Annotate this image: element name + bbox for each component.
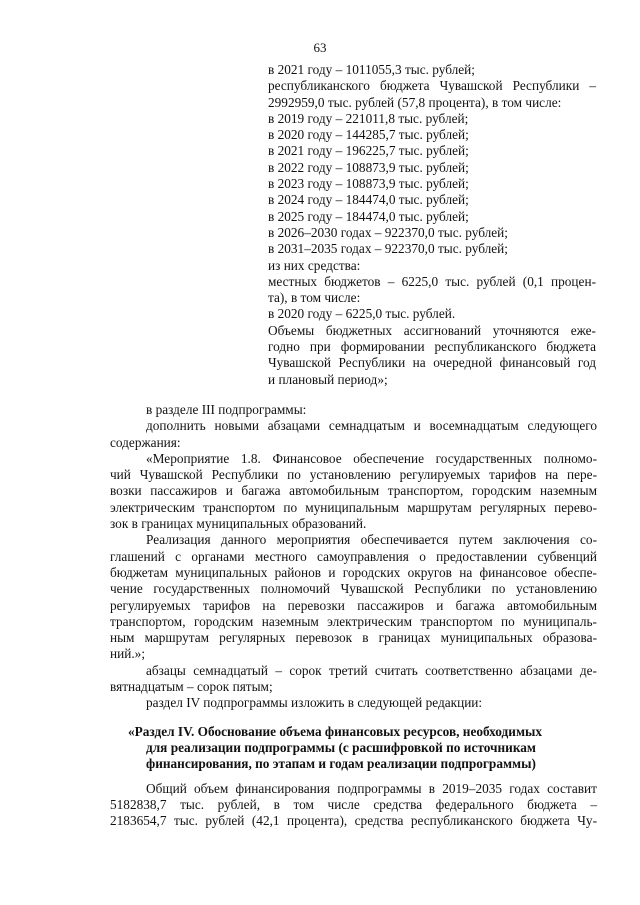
budget-line: в 2020 году – 144285,7 тыс. рублей; — [268, 127, 469, 143]
implementation-line: Реализация данного мероприятия обеспечивается путем заключения со- — [146, 532, 597, 548]
budget-line: в 2024 году – 184474,0 тыс. рублей; — [268, 192, 469, 208]
budget-line: годно при формировании республиканского бюджета — [268, 339, 596, 355]
measure-line: зок в границах муниципальных образований. — [110, 516, 367, 532]
measure-line: электрическим транспортом по муниципальным маршрутам регулярных перево- — [110, 499, 597, 515]
budget-line: в 2019 году – 221011,8 тыс. рублей; — [268, 110, 469, 126]
implementation-line: бюджетам муниципальных районов и городских округов на финансовое обеспе- — [110, 564, 597, 580]
budget-line: местных бюджетов – 6225,0 тыс. рублей (0,1 процен- — [268, 273, 596, 289]
implementation-line: ний.»; — [110, 646, 146, 662]
budget-line: Объемы бюджетных ассигнований уточняются еже- — [268, 322, 596, 338]
budget-line: в 2022 году – 108873,9 тыс. рублей; — [268, 159, 469, 175]
budget-line: в 2025 году – 184474,0 тыс. рублей; — [268, 208, 469, 224]
budget-line: 2992959,0 тыс. рублей (57,8 процента), в том числе: — [268, 94, 562, 110]
budget-line: Чувашской Республики на очередной финансовый год — [268, 355, 596, 371]
implementation-line: транспортом, городским наземным электрическим транспортом по муниципаль- — [110, 613, 597, 629]
budget-column — [268, 62, 596, 388]
section-heading — [110, 724, 597, 773]
budget-line: в 2031–2035 годах – 922370,0 тыс. рублей; — [268, 241, 508, 257]
budget-line: в 2026–2030 годах – 922370,0 тыс. рублей; — [268, 224, 508, 240]
final-line: Общий объем финансирования подпрограммы в 2019–2035 годах составит — [146, 780, 597, 796]
implementation-line: чение государственных полномочий Чувашской Республики по установлению — [110, 581, 597, 597]
renumber-line: абзацы семнадцатый – сорок третий считать соответственно абзацами де- — [146, 662, 597, 678]
supplement-line: дополнить новыми абзацами семнадцатым и восемнадцатым следующего — [146, 418, 597, 434]
budget-line: республиканского бюджета Чувашской Республики – — [268, 78, 596, 94]
implementation-line: ным маршрутам регулярных перевозок в границах муниципальных образова- — [110, 630, 597, 646]
budget-line: в 2021 году – 1011055,3 тыс. рублей; — [268, 62, 475, 77]
budget-line: и плановый период»; — [268, 371, 388, 387]
implementation-line: глашений с органами местного самоуправления о предоставлении субвенций — [110, 548, 597, 564]
page-number: 63 — [313, 40, 327, 55]
heading-line: финансирования, по этапам и годам реализации подпрограммы) — [146, 756, 536, 772]
budget-line: из них средства: — [268, 257, 361, 273]
budget-line: в 2020 году – 6225,0 тыс. рублей. — [268, 306, 456, 322]
budget-line: та), в том числе: — [268, 290, 361, 306]
heading-line: для реализации подпрограммы (с расшифровкой по источникам — [146, 739, 536, 755]
measure-line: чий Чувашской Республики по установлению регулируемых тарифов на пере- — [110, 467, 597, 483]
section4-intro: раздел IV подпрограммы изложить в следующей редакции: — [146, 695, 483, 711]
implementation-line: регулируемых тарифов на перевозки пассажиров и багажа автомобильным — [110, 597, 597, 613]
renumber-line: вятнадцатым – сорок пятым; — [110, 679, 273, 695]
budget-line: в 2021 году – 196225,7 тыс. рублей; — [268, 143, 469, 159]
supplement-line: содержания: — [110, 434, 181, 450]
main-text — [110, 402, 597, 829]
final-line: 5182838,7 тыс. рублей, в том числе средства федерального бюджета – — [110, 796, 597, 812]
final-line: 2183654,7 тыс. рублей (42,1 процента), средства республиканского бюджета Чу- — [110, 813, 597, 829]
heading-line: «Раздел IV. Обоснование объема финансовых ресурсов, необходимых — [128, 723, 543, 739]
section3-intro: в разделе III подпрограммы: — [146, 402, 307, 417]
measure-line: возки пассажиров и багажа автомобильным транспортом, городским наземным — [110, 483, 597, 499]
measure-line: «Мероприятие 1.8. Финансовое обеспечение государственных полномо- — [146, 450, 597, 466]
budget-line: в 2023 году – 108873,9 тыс. рублей; — [268, 176, 469, 192]
